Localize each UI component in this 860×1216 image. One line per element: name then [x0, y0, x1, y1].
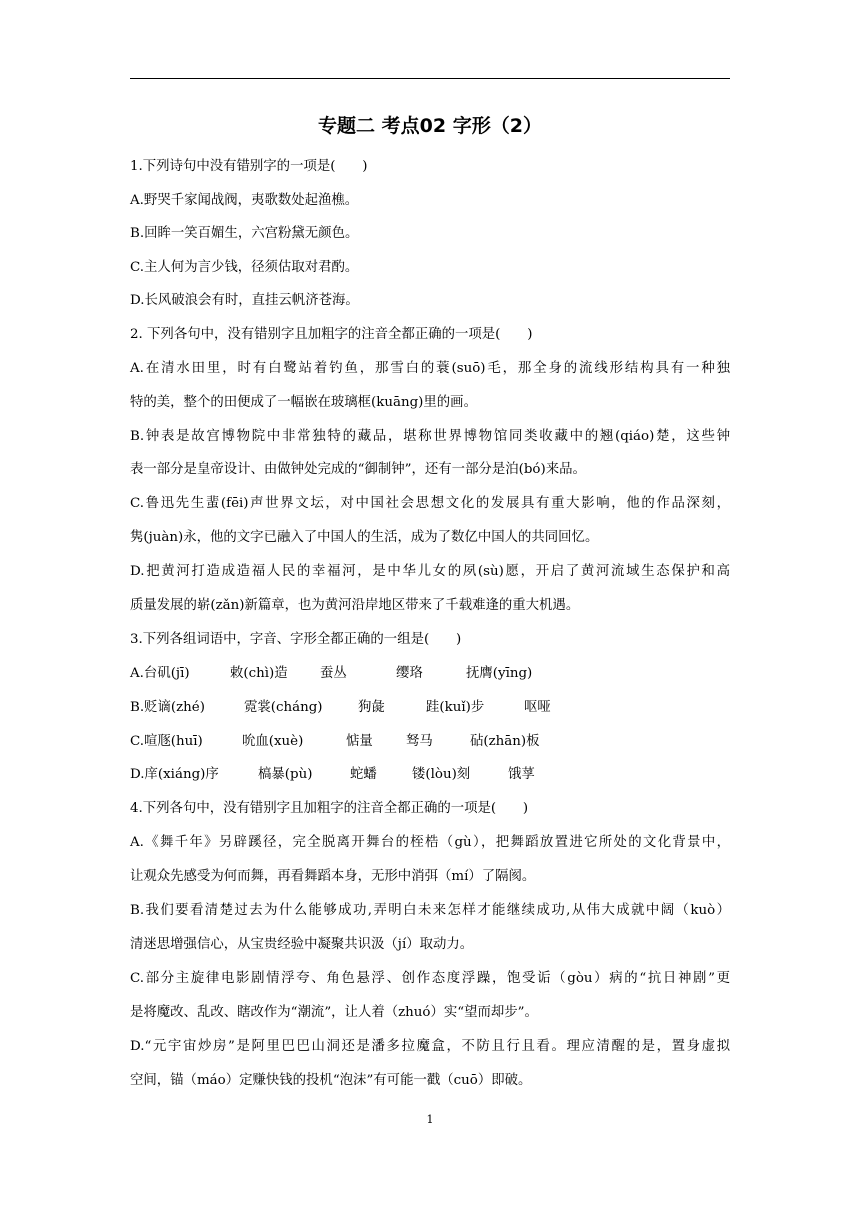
- q4-option-c-line-2: 是将魔改、乱改、瞎改作为“潮流”，让人着（zhuó）实“望而却步”。: [130, 1005, 538, 1020]
- question-4-stem: 4.下列各句中，没有错别字且加粗字的注音全都正确的一项是( ): [130, 801, 529, 816]
- q4-option-a-line-2: 让观众先感受为何而舞，再看舞蹈本身，无形中消弭（mí）了隔阂。: [130, 869, 536, 884]
- q1-option-d: D.长风破浪会有时，直挂云帆济苍海。: [130, 293, 359, 308]
- q4-option-d-line-1: D.“元宇宙炒房”是阿里巴巴山洞还是潘多拉魔盒，不防且行且看。理应清醒的是，置身虚拟: [130, 1039, 730, 1054]
- q2-option-a-line-2: 特的美，整个的田便成了一幅嵌在玻璃框(kuāng)里的画。: [130, 395, 477, 410]
- q1-option-b: B.回眸一笑百媚生，六宫粉黛无颜色。: [130, 226, 359, 241]
- q3-c-word-3: 惦量: [346, 734, 373, 749]
- q3-c-word-5: 砧(zhān)板: [470, 734, 540, 749]
- question-3-stem: 3.下列各组词语中，字音、字形全都正确的一组是( ): [130, 632, 462, 647]
- question-1-stem: 1.下列诗句中没有错别字的一项是( ): [130, 159, 368, 174]
- q2-option-c-line-1: C.鲁迅先生蜚(fēi)声世界文坛，对中国社会思想文化的发展具有重大影响，他的作品深刻，: [130, 496, 730, 511]
- q2-option-a-line-1: A.在清水田里，时有白鹭站着钓鱼，那雪白的蓑(suō)毛，那全身的流线形结构具有一种独: [130, 361, 730, 376]
- q3-c-word-4: 驽马: [406, 734, 433, 749]
- page-title: 专题二 考点02 字形（2）: [318, 115, 542, 137]
- q3-c-word-1: C.喧豗(huī): [130, 734, 203, 749]
- question-2-stem: 2. 下列各句中，没有错别字且加粗字的注音全都正确的一项是( ): [130, 327, 533, 342]
- q3-a-word-2: 敕(chì)造: [230, 666, 288, 681]
- q3-d-word-5: 饿莩: [508, 767, 535, 782]
- header-rule: [130, 78, 730, 79]
- q3-b-word-1: B.贬谪(zhé): [130, 700, 205, 715]
- q4-option-c-line-1: C.部分主旋律电影剧情浮夸、角色悬浮、创作态度浮躁，饱受诟（gòu）病的“抗日神剧”更: [130, 971, 730, 986]
- q2-option-c-line-2: 隽(juàn)永，他的文字已融入了中国人的生活，成为了数亿中国人的共同回忆。: [130, 530, 599, 545]
- q4-option-b-line-2: 清迷思增强信心，从宝贵经验中凝聚共识汲（jí）取动力。: [130, 937, 474, 952]
- q1-option-c: C.主人何为言少钱，径须估取对君酌。: [130, 260, 359, 275]
- q3-d-word-2: 槁暴(pù): [258, 767, 313, 782]
- q3-d-word-1: D.庠(xiáng)序: [130, 767, 219, 782]
- q4-option-a-line-1: A.《舞千年》另辟蹊径，完全脱离开舞台的桎梏（gù），把舞蹈放置进它所处的文化背景中，: [130, 835, 730, 850]
- q3-b-word-3: 狗彘: [358, 700, 385, 715]
- q4-option-d-line-2: 空间，锚（máo）定赚快钱的投机“泡沫”有可能一戳（cuō）即破。: [130, 1073, 532, 1088]
- q3-d-word-4: 镂(lòu)刻: [412, 767, 471, 782]
- q3-d-word-3: 蛇蟠: [350, 767, 377, 782]
- q3-a-word-4: 缨珞: [396, 666, 423, 681]
- page-number: 1: [426, 1113, 434, 1126]
- q3-a-word-1: A.台矶(jī): [130, 666, 190, 681]
- q3-a-word-3: 蚕丛: [320, 666, 347, 681]
- q3-b-word-2: 霓裳(cháng): [244, 700, 323, 715]
- q3-c-word-2: 吮血(xuè): [242, 734, 304, 749]
- q2-option-d-line-2: 质量发展的崭(zǎn)新篇章，也为黄河沿岸地区带来了千载难逢的重大机遇。: [130, 598, 580, 613]
- q3-b-word-4: 跬(kuǐ)步: [426, 700, 485, 715]
- q4-option-b-line-1: B.我们要看清楚过去为什么能够成功,弄明白未来怎样才能继续成功,从伟大成就中阔（kuò）: [130, 903, 730, 918]
- q2-option-b-line-2: 表一部分是皇帝设计、由做钟处完成的“御制钟”，还有一部分是泊(bó)来品。: [130, 462, 586, 477]
- q3-b-word-5: 呕哑: [524, 700, 551, 715]
- q2-option-d-line-1: D.把黄河打造成造福人民的幸福河，是中华儿女的夙(sù)愿，开启了黄河流域生态保护和高: [130, 564, 730, 579]
- q3-a-word-5: 抚膺(yīng): [466, 666, 533, 681]
- q2-option-b-line-1: B.钟表是故宫博物院中非常独特的藏品，堪称世界博物馆同类收藏中的翘(qiáo)楚，这些钟: [130, 429, 730, 444]
- q1-option-a: A.野哭千家闻战阀，夷歌数处起渔樵。: [130, 193, 359, 208]
